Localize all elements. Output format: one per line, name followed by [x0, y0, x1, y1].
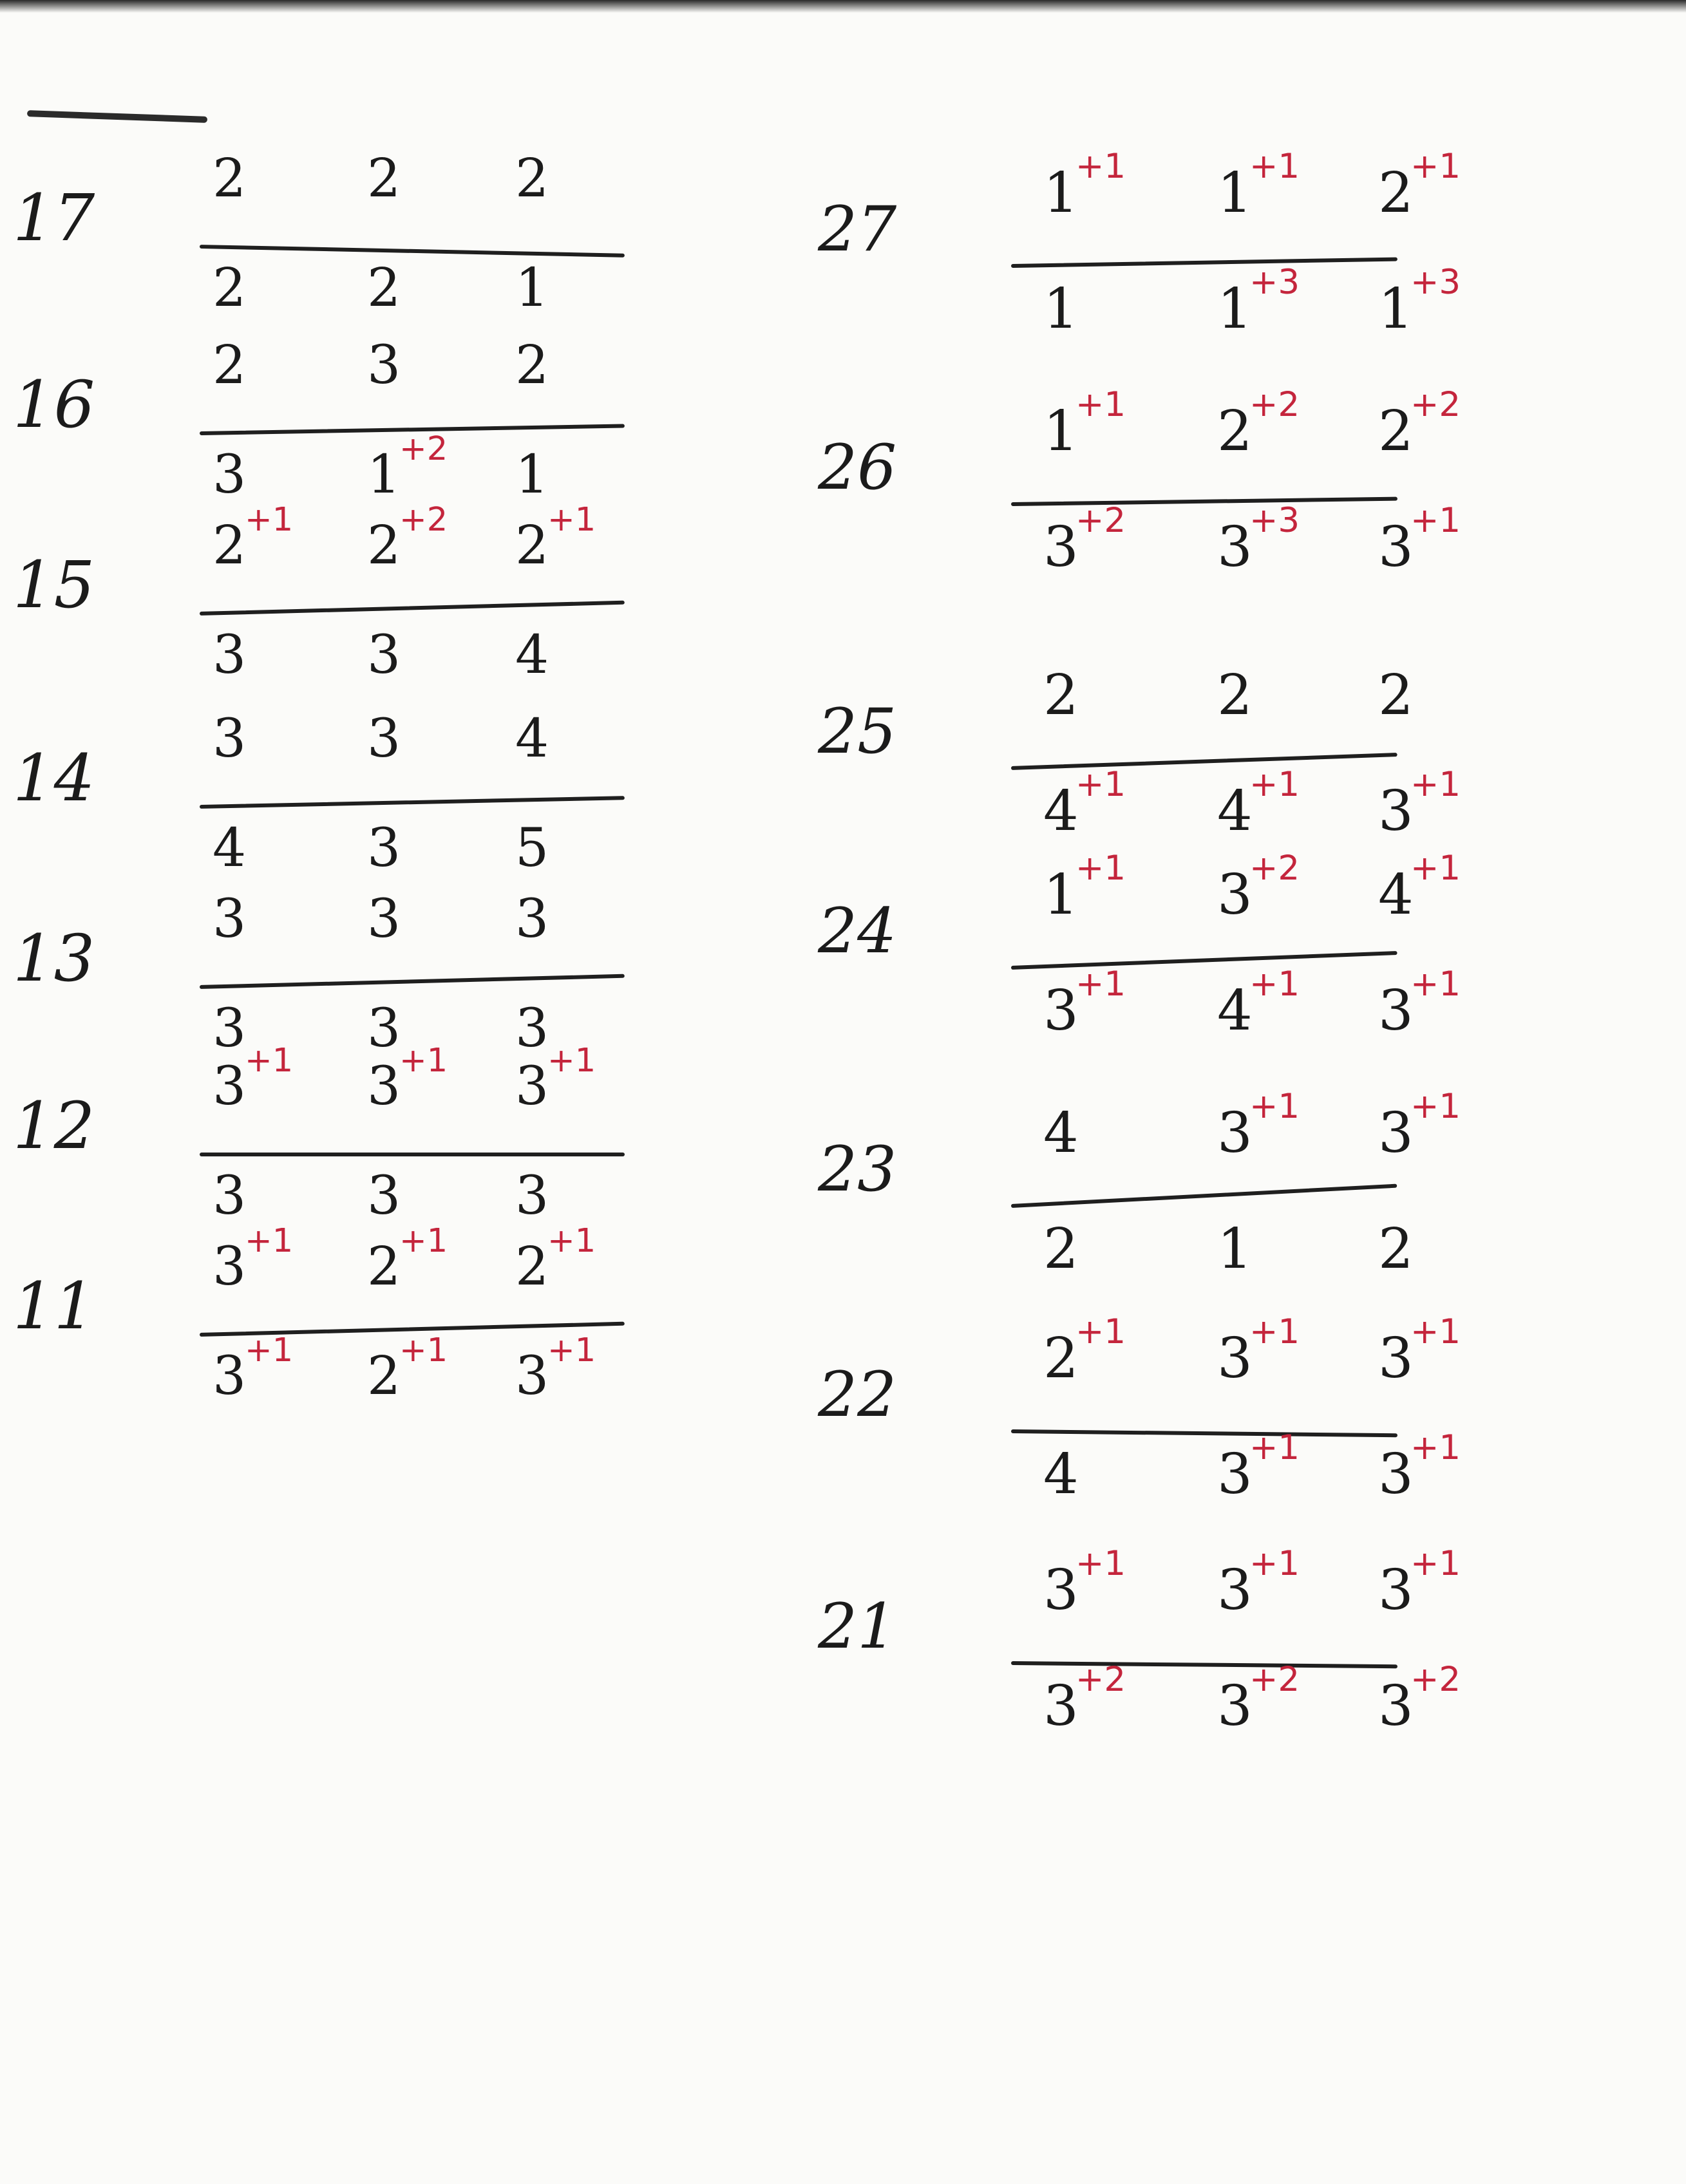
correction-annotation: +2 — [1075, 1660, 1126, 1699]
problem-number: 14 — [13, 740, 95, 816]
fraction-bar — [200, 1153, 625, 1156]
correction-annotation: +1 — [245, 501, 294, 539]
numerator-digit: 2 — [1043, 1326, 1079, 1391]
correction-annotation: +1 — [399, 1332, 448, 1370]
correction-annotation: +1 — [399, 1222, 448, 1260]
numerator-digit: 2 — [213, 335, 247, 396]
fraction-bar — [200, 245, 625, 258]
correction-annotation: +1 — [245, 1042, 294, 1080]
numerator-digit: 3 — [213, 889, 247, 950]
correction-annotation: +1 — [1249, 965, 1300, 1004]
denominator-digit: 1 — [367, 444, 401, 505]
numerator-digit: 3 — [367, 335, 401, 396]
problem-number: 24 — [818, 895, 897, 967]
denominator-digit: 3 — [367, 625, 401, 686]
numerator-digit: 2 — [1043, 663, 1079, 728]
numerator-digit: 1 — [1043, 863, 1079, 927]
numerator-digit: 3 — [213, 1236, 247, 1297]
numerator-digit: 3 — [213, 1056, 247, 1117]
correction-annotation: +3 — [1249, 263, 1300, 302]
correction-annotation: +1 — [1410, 1087, 1461, 1126]
correction-annotation: +1 — [1410, 765, 1461, 804]
numerator-digit: 2 — [367, 515, 401, 576]
denominator-digit: 1 — [1217, 1217, 1253, 1281]
problem-number: 22 — [818, 1359, 897, 1431]
denominator-digit: 1 — [1217, 277, 1253, 341]
numerator-digit: 2 — [1217, 663, 1253, 728]
fraction-bar — [1011, 1184, 1397, 1208]
denominator-digit: 3 — [515, 1346, 549, 1407]
problem-number: 17 — [13, 180, 95, 256]
correction-annotation: +1 — [245, 1222, 294, 1260]
correction-annotation: +2 — [399, 501, 448, 539]
denominator-digit: 3 — [1378, 779, 1414, 843]
numerator-digit: 4 — [515, 708, 549, 769]
fraction-bar — [200, 796, 625, 809]
fraction-bar — [1011, 753, 1397, 770]
correction-annotation: +1 — [1075, 385, 1126, 424]
fraction-bar — [200, 601, 625, 616]
problem-number: 13 — [13, 921, 95, 996]
correction-annotation: +1 — [547, 1222, 596, 1260]
correction-annotation: +1 — [1410, 849, 1461, 888]
problem-number: 26 — [818, 431, 897, 504]
problem-number: 12 — [13, 1088, 95, 1163]
numerator-digit: 3 — [1217, 1326, 1253, 1391]
denominator-digit: 3 — [1217, 1674, 1253, 1738]
denominator-digit: 5 — [515, 818, 549, 879]
denominator-digit: 4 — [1043, 1442, 1079, 1507]
numerator-digit: 1 — [1043, 161, 1079, 225]
denominator-digit: 3 — [213, 998, 247, 1059]
denominator-digit: 2 — [1043, 1217, 1079, 1281]
correction-annotation: +2 — [1410, 385, 1461, 424]
denominator-digit: 3 — [515, 998, 549, 1059]
denominator-digit: 2 — [367, 1346, 401, 1407]
numerator-digit: 3 — [367, 708, 401, 769]
denominator-digit: 1 — [1043, 277, 1079, 341]
correction-annotation: +1 — [1410, 1428, 1461, 1467]
denominator-digit: 4 — [213, 818, 247, 879]
numerator-digit: 3 — [1217, 1558, 1253, 1623]
fraction-bar — [200, 974, 625, 989]
numerator-digit: 4 — [1378, 863, 1414, 927]
correction-annotation: +1 — [1075, 1544, 1126, 1583]
correction-annotation: +1 — [1410, 147, 1461, 186]
denominator-digit: 3 — [1043, 1674, 1079, 1738]
numerator-digit: 3 — [367, 889, 401, 950]
correction-annotation: +1 — [1249, 1087, 1300, 1126]
denominator-digit: 2 — [1378, 1217, 1414, 1281]
denominator-digit: 3 — [213, 625, 247, 686]
correction-annotation: +1 — [1075, 849, 1126, 888]
denominator-digit: 3 — [1043, 979, 1079, 1043]
denominator-digit: 1 — [515, 258, 549, 319]
numerator-digit: 2 — [1217, 399, 1253, 464]
correction-annotation: +2 — [1410, 1660, 1461, 1699]
denominator-digit: 4 — [1217, 979, 1253, 1043]
correction-annotation: +1 — [1075, 765, 1126, 804]
problem-number: 11 — [13, 1268, 95, 1344]
denominator-digit: 3 — [367, 998, 401, 1059]
denominator-digit: 3 — [515, 1165, 549, 1227]
correction-annotation: +1 — [1075, 965, 1126, 1004]
header-dash-mark — [27, 110, 207, 123]
denominator-digit: 1 — [515, 444, 549, 505]
problem-number: 21 — [818, 1590, 897, 1662]
correction-annotation: +1 — [1075, 147, 1126, 186]
fraction-bar — [1011, 497, 1397, 506]
numerator-digit: 2 — [213, 515, 247, 576]
numerator-digit: 3 — [1043, 1558, 1079, 1623]
numerator-digit: 3 — [1217, 863, 1253, 927]
numerator-digit: 1 — [1217, 161, 1253, 225]
numerator-digit: 2 — [515, 515, 549, 576]
numerator-digit: 2 — [1378, 399, 1414, 464]
correction-annotation: +1 — [245, 1332, 294, 1370]
numerator-digit: 2 — [367, 1236, 401, 1297]
correction-annotation: +3 — [1249, 501, 1300, 540]
denominator-digit: 3 — [213, 444, 247, 505]
correction-annotation: +1 — [1410, 501, 1461, 540]
fraction-bar — [1011, 951, 1397, 970]
numerator-digit: 3 — [1378, 1101, 1414, 1165]
denominator-digit: 4 — [1217, 779, 1253, 843]
denominator-digit: 3 — [1378, 1442, 1414, 1507]
denominator-digit: 3 — [213, 1346, 247, 1407]
numerator-digit: 3 — [515, 1056, 549, 1117]
numerator-digit: 2 — [515, 1236, 549, 1297]
denominator-digit: 3 — [367, 1165, 401, 1227]
correction-annotation: +1 — [1249, 765, 1300, 804]
numerator-digit: 2 — [1378, 161, 1414, 225]
denominator-digit: 4 — [515, 625, 549, 686]
correction-annotation: +1 — [1410, 1544, 1461, 1583]
denominator-digit: 3 — [1378, 515, 1414, 579]
correction-annotation: +1 — [399, 1042, 448, 1080]
fraction-bar — [1011, 1661, 1397, 1668]
problem-number: 27 — [818, 193, 897, 265]
denominator-digit: 3 — [1378, 1674, 1414, 1738]
numerator-digit: 4 — [1043, 1101, 1079, 1165]
correction-annotation: +2 — [1249, 385, 1300, 424]
correction-annotation: +2 — [1075, 501, 1126, 540]
numerator-digit: 3 — [367, 1056, 401, 1117]
denominator-digit: 4 — [1043, 779, 1079, 843]
numerator-digit: 2 — [515, 148, 549, 209]
problem-number: 23 — [818, 1133, 897, 1205]
denominator-digit: 3 — [1217, 515, 1253, 579]
numerator-digit: 2 — [367, 148, 401, 209]
denominator-digit: 3 — [1043, 515, 1079, 579]
correction-annotation: +1 — [547, 501, 596, 539]
scan-edge-shadow — [0, 0, 1686, 13]
numerator-digit: 1 — [1043, 399, 1079, 464]
correction-annotation: +1 — [1249, 1312, 1300, 1351]
correction-annotation: +1 — [547, 1332, 596, 1370]
correction-annotation: +1 — [1075, 1312, 1126, 1351]
correction-annotation: +1 — [1249, 1544, 1300, 1583]
problem-number: 15 — [13, 547, 95, 623]
denominator-digit: 3 — [213, 1165, 247, 1227]
denominator-digit: 2 — [213, 258, 247, 319]
correction-annotation: +2 — [1249, 1660, 1300, 1699]
numerator-digit: 3 — [1378, 1558, 1414, 1623]
problem-number: 16 — [13, 367, 95, 442]
denominator-digit: 1 — [1378, 277, 1414, 341]
correction-annotation: +2 — [1249, 849, 1300, 888]
correction-annotation: +2 — [399, 430, 448, 468]
numerator-digit: 3 — [1378, 1326, 1414, 1391]
correction-annotation: +1 — [1249, 147, 1300, 186]
numerator-digit: 3 — [1217, 1101, 1253, 1165]
numerator-digit: 3 — [515, 889, 549, 950]
denominator-digit: 3 — [367, 818, 401, 879]
fraction-bar — [1011, 1429, 1397, 1437]
problem-number: 25 — [818, 695, 897, 767]
correction-annotation: +1 — [547, 1042, 596, 1080]
numerator-digit: 2 — [1378, 663, 1414, 728]
numerator-digit: 3 — [213, 708, 247, 769]
correction-annotation: +1 — [1249, 1428, 1300, 1467]
denominator-digit: 2 — [367, 258, 401, 319]
correction-annotation: +1 — [1410, 965, 1461, 1004]
correction-annotation: +3 — [1410, 263, 1461, 302]
denominator-digit: 3 — [1378, 979, 1414, 1043]
denominator-digit: 3 — [1217, 1442, 1253, 1507]
fraction-bar — [1011, 258, 1397, 268]
numerator-digit: 2 — [515, 335, 549, 396]
numerator-digit: 2 — [213, 148, 247, 209]
correction-annotation: +1 — [1410, 1312, 1461, 1351]
